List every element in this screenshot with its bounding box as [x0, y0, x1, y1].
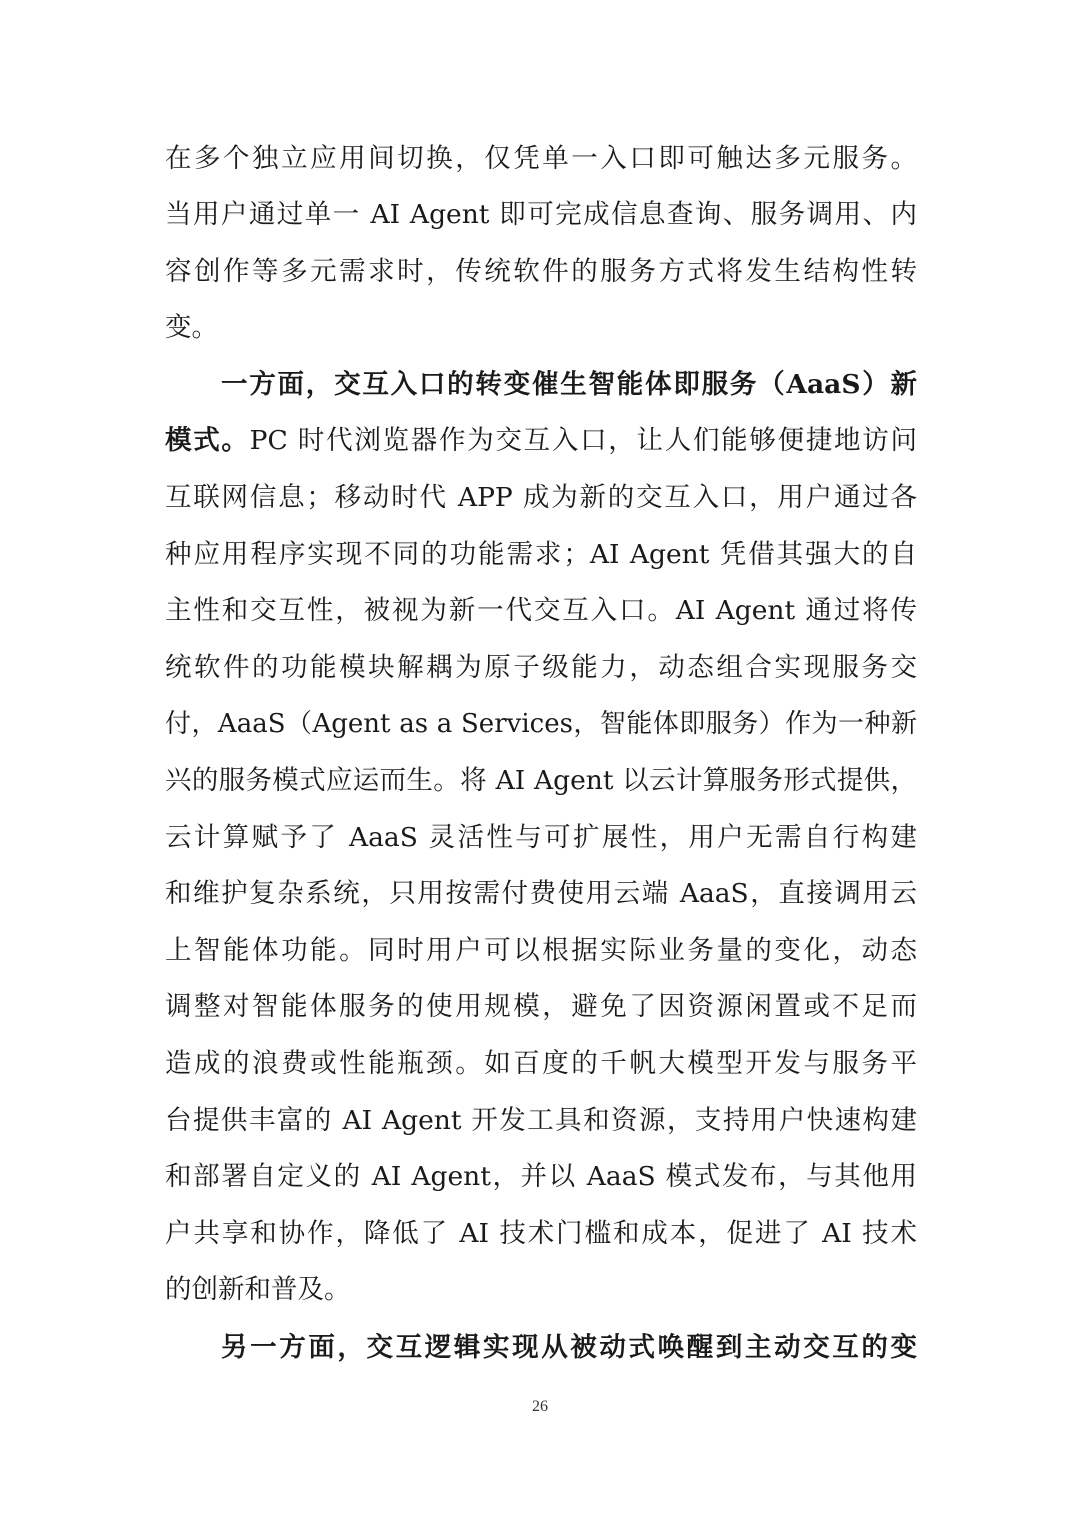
text-line: 户共享和协作，降低了 AI 技术门槛和成本，促进了 AI 技术: [165, 1218, 917, 1249]
text-line: [165, 413, 917, 469]
bold-heading-line: 一方面，交互入口的转变催生智能体即服务（AaaS）新: [221, 369, 917, 400]
text-line: 造成的浪费或性能瓶颈。如百度的千帆大模型开发与服务平: [165, 1048, 917, 1079]
text-line: 变。: [165, 312, 218, 343]
text-line: 统软件的功能模块解耦为原子级能力，动态组合实现服务交: [165, 652, 917, 683]
text-line: 上智能体功能。同时用户可以根据实际业务量的变化，动态: [165, 935, 917, 966]
text-line: 的创新和普及。: [165, 1274, 351, 1305]
text-line-rest: PC 时代浏览器作为交互入口，让人们能够便捷地访问: [249, 425, 917, 456]
bold-heading-line: 另一方面，交互逻辑实现从被动式唤醒到主动交互的变: [221, 1332, 917, 1363]
text-line: 在多个独立应用间切换，仅凭单一入口即可触达多元服务。: [165, 143, 917, 174]
text-line: 和维护复杂系统，只用按需付费使用云端 AaaS，直接调用云: [165, 878, 917, 909]
text-line: 云计算赋予了 AaaS 灵活性与可扩展性，用户无需自行构建: [165, 822, 917, 853]
page-number: 26: [532, 1398, 548, 1415]
text-line: 兴的服务模式应运而生。将 AI Agent 以云计算服务形式提供，: [165, 765, 917, 796]
text-line: 和部署自定义的 AI Agent，并以 AaaS 模式发布，与其他用: [165, 1161, 917, 1192]
text-line: 台提供丰富的 AI Agent 开发工具和资源，支持用户快速构建: [165, 1105, 917, 1136]
bold-lead-in: 模式。: [165, 425, 250, 456]
text-line: 调整对智能体服务的使用规模，避免了因资源闲置或不足而: [165, 991, 917, 1022]
text-line: 主性和交互性，被视为新一代交互入口。AI Agent 通过将传: [165, 595, 917, 626]
text-line: 付，AaaS（Agent as a Services，智能体即服务）作为一种新: [165, 709, 917, 739]
text-line: 当用户通过单一 AI Agent 即可完成信息查询、服务调用、内: [165, 199, 917, 230]
text-line: 互联网信息；移动时代 APP 成为新的交互入口，用户通过各: [165, 482, 917, 513]
text-line: 种应用程序实现不同的功能需求；AI Agent 凭借其强大的自: [165, 539, 917, 570]
text-line: 容创作等多元需求时，传统软件的服务方式将发生结构性转: [165, 256, 917, 287]
